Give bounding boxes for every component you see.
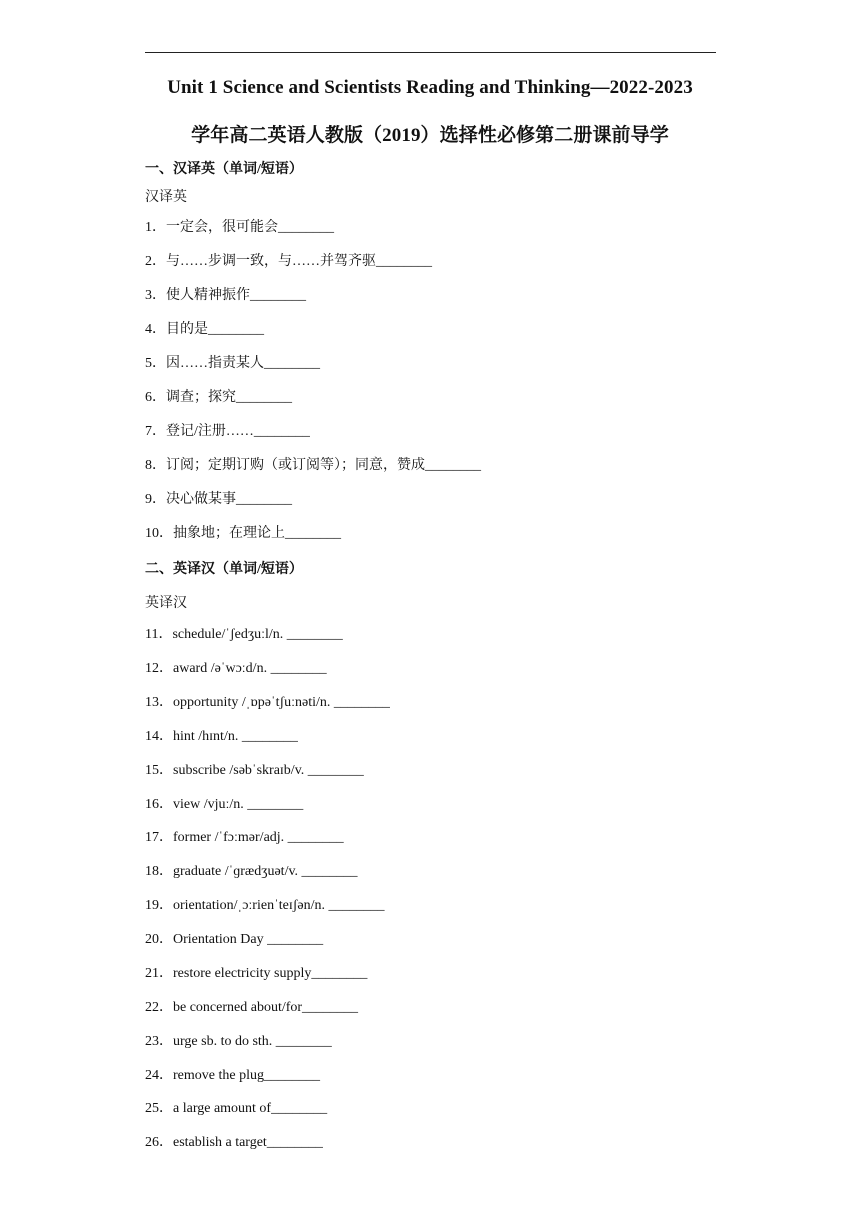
question-number: 6． (145, 390, 166, 405)
question-item (145, 931, 323, 949)
question-item (145, 457, 481, 475)
question-item (145, 219, 334, 237)
question-text: schedule/ˈʃedʒuːl/n. ________ (172, 627, 343, 642)
question-number: 9． (145, 492, 166, 507)
question-number: 2． (145, 254, 166, 269)
question-number: 10． (145, 526, 173, 541)
question-number: 17． (145, 830, 173, 845)
question-text: 登记/注册……________ (166, 424, 310, 439)
question-item (145, 626, 343, 644)
question-item (145, 253, 432, 271)
question-number: 21． (145, 966, 173, 981)
question-text: be concerned about/for________ (173, 1000, 359, 1015)
question-item (145, 999, 358, 1017)
question-number: 4． (145, 322, 166, 337)
question-number: 18． (145, 864, 173, 879)
question-item (145, 728, 298, 746)
question-number: 20． (145, 932, 173, 947)
question-item (145, 965, 367, 983)
question-item (145, 1100, 327, 1118)
question-item (145, 287, 306, 305)
question-text: former /ˈfɔːmər/adj. ________ (173, 830, 344, 845)
question-text: 使人精神振作________ (166, 288, 306, 303)
question-text: opportunity /ˌɒpəˈtʃuːnəti/n. ________ (173, 695, 390, 710)
question-item (145, 423, 310, 441)
question-text: 一定会，很可能会________ (166, 220, 334, 235)
document-title-line1: Unit 1 Science and Scientists Reading and Thinking—2022-2023 (167, 77, 693, 98)
question-number: 16． (145, 797, 173, 812)
question-text: restore electricity supply________ (173, 966, 368, 981)
question-text: hint /hɪnt/n. ________ (173, 729, 298, 744)
question-item (145, 1134, 323, 1152)
question-item (145, 762, 364, 780)
question-item (145, 897, 385, 915)
question-number: 15． (145, 763, 173, 778)
question-number: 11． (145, 627, 173, 642)
question-text: award /əˈwɔːd/n. ________ (173, 661, 327, 676)
question-number: 24． (145, 1068, 173, 1083)
question-item (145, 525, 341, 543)
section-label-2: 英译汉 (145, 596, 187, 611)
question-text: 与……步调一致，与……并驾齐驱________ (166, 254, 432, 269)
header-rule (145, 52, 716, 53)
question-item (145, 829, 344, 847)
question-number: 1． (145, 220, 166, 235)
question-number: 22． (145, 1000, 173, 1015)
question-text: graduate /ˈɡrædʒuət/v. ________ (173, 864, 358, 879)
question-text: 决心做某事________ (166, 492, 292, 507)
question-number: 5． (145, 356, 166, 371)
question-text: 调查；探究________ (166, 390, 292, 405)
question-item (145, 863, 358, 881)
question-item (145, 321, 264, 339)
document-title-line2: 学年高二英语人教版（2019）选择性必修第二册课前导学 (191, 125, 669, 146)
question-text: orientation/ˌɔːrienˈteɪʃən/n. ________ (173, 898, 385, 913)
question-item (145, 389, 292, 407)
question-number: 7． (145, 424, 166, 439)
question-text: 订阅；定期订购（或订阅等）；同意，赞成________ (166, 458, 481, 473)
question-number: 26． (145, 1135, 173, 1150)
question-number: 25． (145, 1101, 173, 1116)
question-number: 13． (145, 695, 173, 710)
question-text: remove the plug________ (173, 1068, 320, 1083)
question-item (145, 660, 327, 678)
section-heading-1: 一、汉译英（单词/短语） (145, 162, 303, 177)
question-text: 目的是________ (166, 322, 264, 337)
question-text: subscribe /səbˈskraɪb/v. ________ (173, 763, 364, 778)
question-number: 8． (145, 458, 166, 473)
question-number: 12． (145, 661, 173, 676)
question-number: 23． (145, 1034, 173, 1049)
section-heading-2: 二、英译汉（单词/短语） (145, 562, 303, 577)
question-item (145, 796, 303, 814)
question-item (145, 1033, 332, 1051)
question-text: a large amount of________ (173, 1101, 328, 1116)
section-label-1: 汉译英 (145, 190, 187, 205)
question-item (145, 355, 320, 373)
question-number: 3． (145, 288, 166, 303)
question-item (145, 491, 292, 509)
question-text: view /vjuː/n. ________ (173, 797, 304, 812)
question-item (145, 694, 390, 712)
question-text: 抽象地；在理论上________ (173, 526, 341, 541)
question-text: urge sb. to do sth. ________ (173, 1034, 332, 1049)
question-number: 14． (145, 729, 173, 744)
question-item (145, 1067, 320, 1085)
question-text: 因……指责某人________ (166, 356, 320, 371)
question-number: 19． (145, 898, 173, 913)
question-text: Orientation Day ________ (173, 932, 324, 947)
question-text: establish a target________ (173, 1135, 323, 1150)
